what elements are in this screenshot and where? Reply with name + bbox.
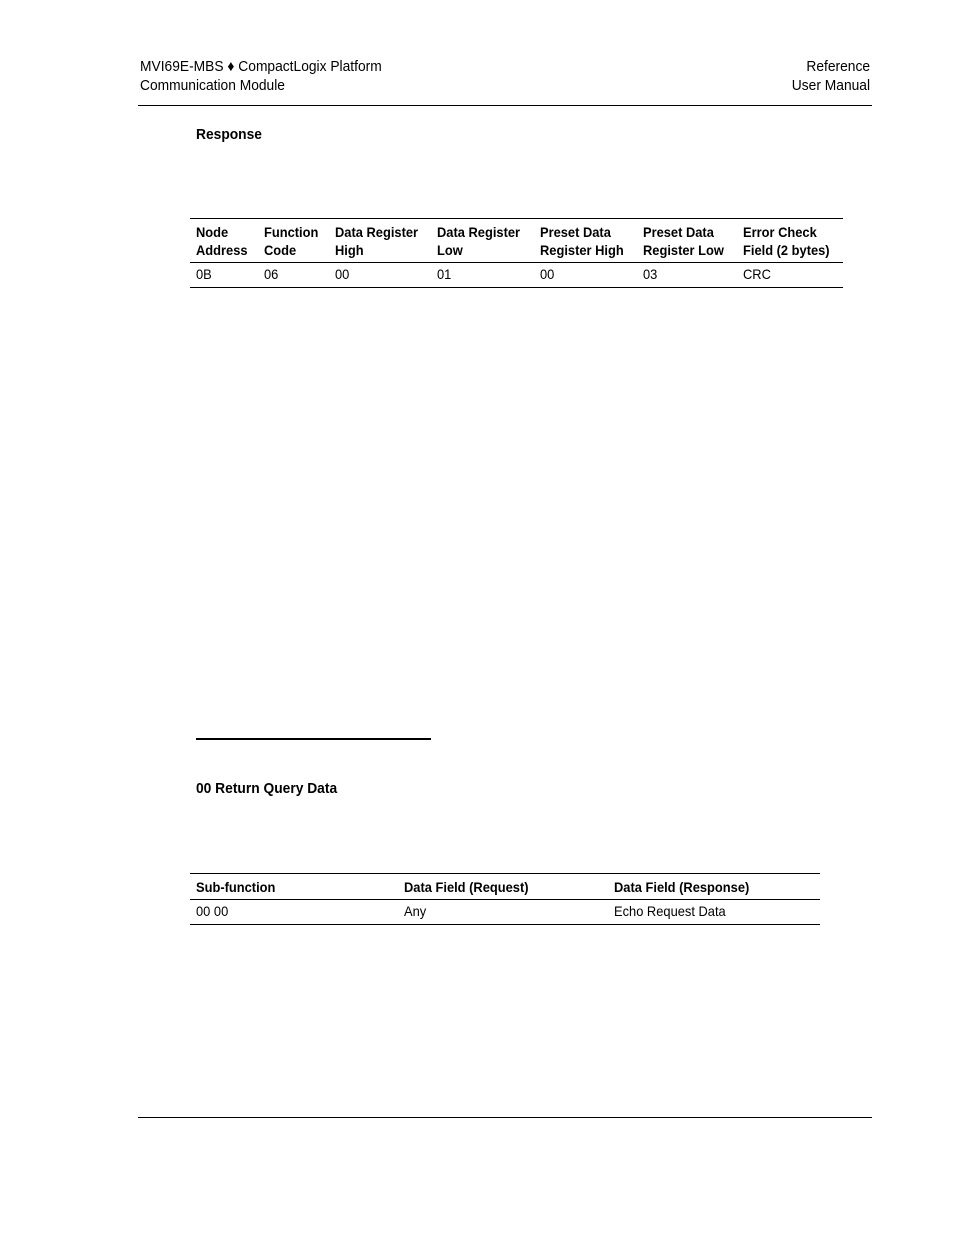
table-cell: 01 [437,266,452,282]
header-section-title: Reference [806,58,870,75]
section-divider [196,738,431,740]
column-header: Sub-function [196,879,276,895]
table-cell: Any [404,903,427,919]
footer-divider [138,1117,872,1118]
table-cell: 03 [642,266,658,282]
table-cell: Echo Request Data [614,903,726,919]
column-header: Node Address [196,224,248,258]
header-divider [138,105,872,106]
table-cell: 00 [539,266,555,282]
table-cell: CRC [742,266,771,282]
page-header-left [140,57,382,95]
column-header: Preset Data Register High [539,224,624,258]
response-heading: Response [196,126,262,143]
table-row [190,900,820,925]
column-header: Data Field (Request) [404,879,529,895]
page-header-right [792,57,870,95]
column-header: Data Field (Response) [614,879,750,895]
table-header-row [190,219,843,263]
column-header: Data Register High [335,224,419,258]
header-product-title: MVI69E-MBS ♦ CompactLogix Platform [140,58,382,75]
table-cell: 00 00 [196,903,229,919]
query-data-heading: 00 Return Query Data [196,780,338,797]
query-data-table [190,873,820,925]
table-header-row [190,874,820,900]
header-document-type: User Manual [791,77,870,94]
column-header: Preset Data Register Low [642,224,724,258]
table-cell: 00 [335,266,350,282]
column-header: Function Code [264,224,319,258]
column-header: Error Check Field (2 bytes) [742,224,830,258]
table-row [190,263,843,288]
header-product-subtitle: Communication Module [140,77,285,94]
table-cell: 0B [196,266,212,282]
column-header: Data Register Low [437,224,521,258]
response-table [190,218,843,288]
table-cell: 06 [264,266,279,282]
